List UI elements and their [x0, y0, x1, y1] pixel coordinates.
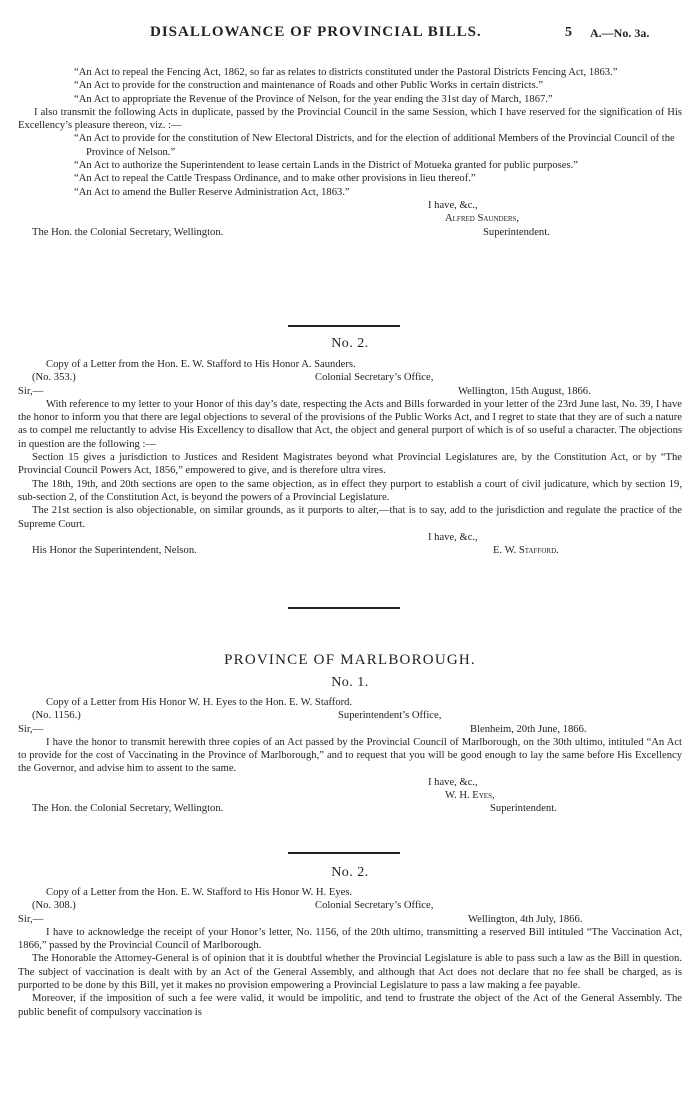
signer-title: Superintendent.	[490, 803, 557, 815]
copy-line: Copy of a Letter from the Hon. E. W. Stafford to His Honor W. H. Eyes.	[46, 887, 353, 898]
ref-row	[18, 899, 682, 912]
signer-title: Superintendent.	[483, 226, 550, 238]
section-divider	[288, 325, 400, 327]
transmit-paragraph: I also transmit the following Acts in duplicate, passed by the Provincial Council in the same Session, which I have reserved for the signification of His Excellency’s pleasure thereon, viz. :—	[18, 106, 682, 132]
letter-date: Blenheim, 20th June, 1866.	[470, 723, 587, 735]
signer-name: W. H. Eyes,	[445, 790, 495, 802]
closing-row	[18, 531, 682, 544]
paragraph: I have to acknowledge the receipt of your Honor’s letter, No. 1156, of the 20th ultimo, transmitting a reserved Bill intituled “The Vaccination Act, 1866,” passed by the Provincial Council of Marlborough.	[18, 926, 682, 952]
closing-row	[18, 199, 682, 212]
act-item: “An Act to provide for the constitution of New Electoral Districts, and for the election of additional Members of the Provincial Council of the Province of Nelson.”	[74, 133, 675, 158]
addressee: His Honor the Superintendent, Nelson.	[32, 545, 197, 557]
top-section	[18, 66, 682, 239]
paragraph: Section 15 gives a jurisdiction to Justices and Resident Magistrates beyond what Provincial Legislatures are, by the Constitution Act, or by “The Provincial Council Powers Act, 1856,” empowered to give, and is therefore ultra vires.	[18, 452, 682, 477]
section-divider	[288, 852, 400, 854]
act-item: “An Act to repeal the Fencing Act, 1862, so far as relates to districts constituted under the Pastoral Districts Fencing Act, 1863.”	[74, 67, 618, 78]
salutation: Sir,—	[18, 913, 44, 925]
paragraph: The 18th, 19th, and 20th sections are open to the same objection, as in effect they purport to establish a court of civil judicature, which by section 19, sub-section 2, of the Constitution Act, is beyond the powers of a Provincial Legislature.	[18, 478, 682, 503]
page-number: 5	[565, 25, 572, 40]
addressee-row	[18, 802, 682, 815]
signer-row	[18, 789, 682, 802]
letter-ref: (No. 1156.)	[32, 710, 81, 722]
paragraph: I have the honor to transmit herewith three copies of an Act passed by the Provincial Council of Marlborough, on the 30th ultimo, intituled “An Act to provide for the cost of Vaccinating in the Province of Marlborough,” and to request that you will be good enough to lay the same before His Excellency the Governor, and advise him to assent to the same.	[18, 736, 682, 775]
signer-name: Alfred Saunders,	[445, 213, 520, 225]
closing-row	[18, 776, 682, 789]
paragraph: The Honorable the Attorney-General is of opinion that it is doubtful whether the Provincial Legislature is able to pass such a law as the Bill in question. The subject of vaccination is dealt with by an Act of the General Assembly, and although that Act does not declare that no fee shall be charged, as is purported to be done by this Bill, yet it makes no provision empowering a Provincial Legislature to pass a law making a fee payable.	[18, 953, 682, 992]
section-divider	[288, 607, 400, 609]
office: Superintendent’s Office,	[338, 710, 442, 722]
act-item: “An Act to amend the Buller Reserve Administration Act, 1863.”	[74, 186, 350, 198]
letter-heading: No. 1.	[331, 675, 369, 690]
addressee: The Hon. the Colonial Secretary, Wellington.	[32, 226, 224, 238]
copy-line: Copy of a Letter from His Honor W. H. Eyes to the Hon. E. W. Stafford.	[46, 697, 353, 708]
salutation-row	[18, 913, 682, 926]
closing: I have, &c.,	[428, 199, 478, 211]
letter-date: Wellington, 4th July, 1866.	[468, 913, 583, 925]
letter-ref: (No. 308.)	[32, 900, 76, 912]
salutation-row	[18, 723, 682, 736]
copy-line: Copy of a Letter from the Hon. E. W. Stafford to His Honor A. Saunders.	[46, 359, 356, 370]
addressee-row	[18, 226, 682, 239]
act-item: “An Act to appropriate the Revenue of the Province of Nelson, for the year ending the 31st day of March, 1867.”	[74, 93, 553, 105]
office: Colonial Secretary’s Office,	[315, 372, 434, 384]
salutation-row	[18, 385, 682, 398]
act-item: “An Act to repeal the Cattle Trespass Ordinance, and to make other provisions in lieu thereof.”	[74, 173, 476, 185]
signer-row	[18, 212, 682, 225]
nelson-letter-2	[18, 358, 682, 557]
paragraph: The 21st section is also objectionable, on similar grounds, as it purports to alter,—that is to say, add to the jurisdiction and regulate the practice of the Supreme Court.	[18, 505, 682, 530]
page-title: DISALLOWANCE OF PROVINCIAL BILLS.	[150, 24, 482, 40]
document-reference: A.—No. 3a.	[590, 26, 650, 40]
act-item: “An Act to authorize the Superintendent to lease certain Lands in the District of Motueka granted for public purposes.”	[74, 160, 578, 172]
closing: I have, &c.,	[428, 531, 478, 543]
act-item: “An Act to provide for the construction and maintenance of Roads and other Public Works in certain districts.”	[74, 80, 544, 92]
paragraph: With reference to my letter to your Honor of this day’s date, respecting the Acts and Bills forwarded in your letter of the 23rd June last, No. 39, I have the honor to inform you that there are legal objections to several of the provisions of the Public Works Act, and I regret to state that they are of such a nature as to compel me reluctantly to advise His Excellency to disallow that Act, the object and general purport of which is of so useful a character. The objections in question are the following :—	[18, 398, 682, 450]
marlborough-letter-1	[18, 696, 682, 816]
letter-heading: No. 2.	[331, 865, 369, 880]
running-header	[0, 26, 700, 46]
addressee-row	[18, 544, 682, 557]
letter-date: Wellington, 15th August, 1866.	[458, 385, 591, 397]
paragraph: Moreover, if the imposition of such a fee were valid, it would be impolitic, and tend to frustrate the object of the Act of the General Assembly. The public benefit of compulsory vaccination is	[18, 993, 682, 1018]
signer-name: E. W. Stafford.	[493, 545, 559, 557]
office: Colonial Secretary’s Office,	[315, 900, 434, 912]
salutation: Sir,—	[18, 723, 44, 735]
letter-ref: (No. 353.)	[32, 372, 76, 384]
ref-row	[18, 709, 682, 722]
province-heading: PROVINCE OF MARLBOROUGH.	[224, 652, 476, 668]
salutation: Sir,—	[18, 385, 44, 397]
ref-row	[18, 371, 682, 384]
letter-heading: No. 2.	[331, 336, 369, 351]
marlborough-letter-2	[18, 886, 682, 1019]
closing: I have, &c.,	[428, 776, 478, 788]
addressee: The Hon. the Colonial Secretary, Wellington.	[32, 803, 224, 815]
